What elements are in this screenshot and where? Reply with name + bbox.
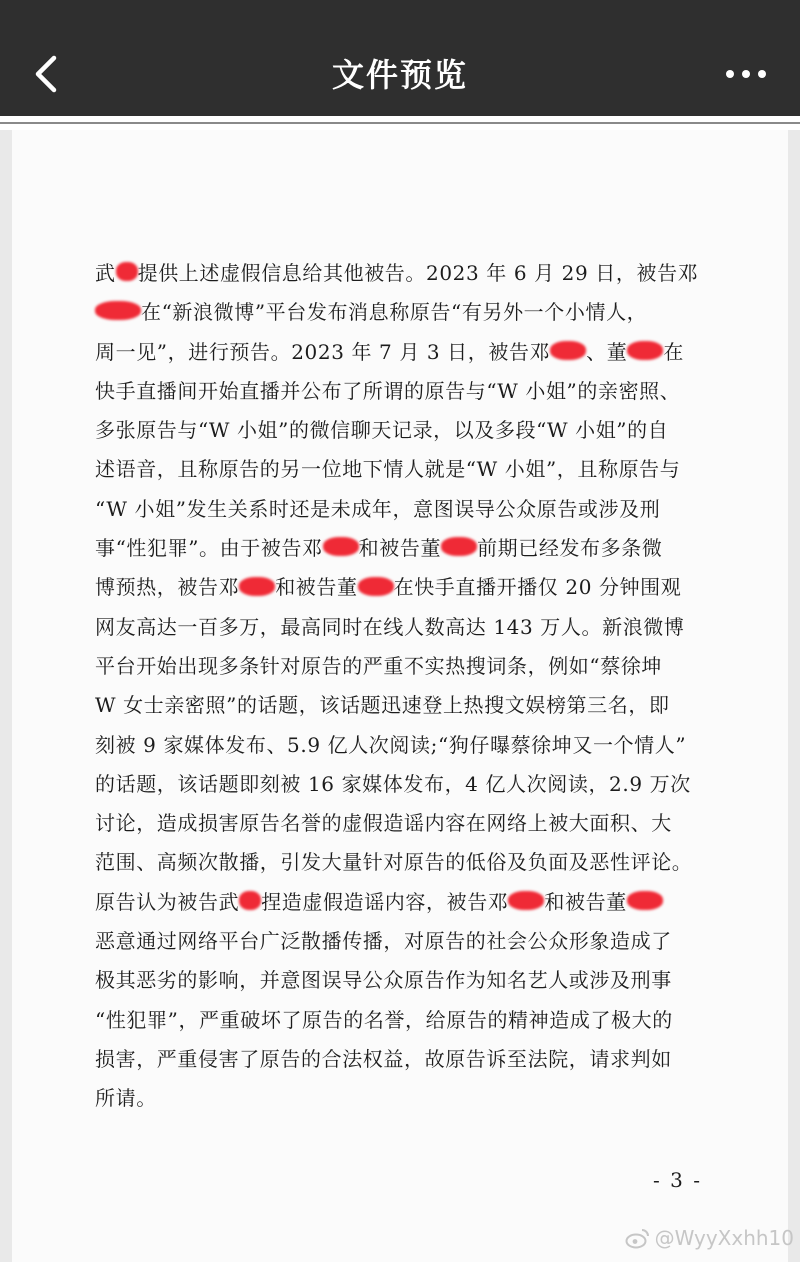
redaction-mark [95,301,141,320]
header-divider [0,116,800,130]
text-segment: 极其恶劣的影响，并意图误导公众原告作为知名艺人或涉及刑事 [95,968,672,993]
text-line [95,1040,717,1079]
text-segment: 在快手直播开播仅 20 分钟围观 [393,575,682,600]
text-line [95,843,717,882]
text-segment: 和被告董 [275,575,358,600]
redaction-mark [239,577,275,596]
text-segment: 的话题，该话题即刻被 16 家媒体发布，4 亿人次阅读，2.9 万次 [95,771,691,796]
page-number: - 3 - [653,1168,702,1192]
text-line [95,647,717,686]
redaction-mark [627,891,663,910]
text-segment: “W 小姐”发生关系时还是未成年，意图误导公众原告或涉及刑 [95,496,661,521]
text-line [95,568,717,607]
text-segment: 多张原告与“W 小姐”的微信聊天记录，以及多段“W 小姐”的自 [95,418,669,443]
text-segment: 在 [663,339,684,364]
text-segment: 讨论，造成损害原告名誉的虚假造谣内容在网络上被大面积、大 [95,811,672,836]
text-line [95,922,717,961]
top-bar [0,0,800,116]
text-line [95,254,717,293]
text-line [95,490,717,529]
redaction-mark [550,341,586,360]
text-segment: 捏造虚假造谣内容，被告邓 [261,889,509,914]
text-segment: 网友高达一百多万，最高同时在线人数高达 143 万人。新浪微博 [95,614,685,639]
text-segment: 和被告董 [544,889,627,914]
text-segment: 平台开始出现多条针对原告的严重不实热搜词条，例如“蔡徐坤 [95,653,663,678]
text-segment: 武 [95,261,116,285]
text-line [95,961,717,1000]
more-dots-icon [742,70,750,78]
text-segment: 范围、高频次散播，引发大量针对原告的低俗及负面及恶性评论。 [95,850,693,875]
redaction-mark [441,537,477,556]
text-segment: 、董 [586,339,628,364]
text-segment: 和被告董 [358,536,442,561]
text-line [95,450,717,489]
text-segment: 述语音，且称原告的另一位地下情人就是“W 小姐”，且称原告与 [95,457,681,482]
redaction-mark [239,891,261,910]
weibo-logo-icon [625,1227,651,1249]
document-body [95,254,717,1119]
text-line [95,333,717,372]
text-line [95,411,717,450]
redaction-mark [627,341,663,360]
redaction-mark [323,537,359,556]
text-segment: 所请。 [95,1086,157,1111]
text-line [95,608,717,647]
text-line [95,765,717,804]
text-line [95,883,717,922]
text-segment: 前期已经发布多条微 [477,536,663,561]
text-segment: 原告认为被告武 [95,889,240,914]
text-line [95,293,717,332]
text-line [95,686,717,725]
text-segment: 恶意通过网络平台广泛散播传播，对原告的社会公众形象造成了 [95,929,672,954]
text-segment: 提供上述虚假信息给其他被告。2023 年 6 月 29 日，被告邓 [137,261,699,285]
text-segment: 事“性犯罪”。由于被告邓 [95,536,323,561]
more-dots-icon [726,70,734,78]
text-segment: 快手直播间开始直播并公布了所谓的原告与“W 小姐”的亲密照、 [95,378,681,403]
redaction-mark [508,891,544,910]
text-segment: W 女士亲密照”的话题，该话题迅速登上热搜文娱榜第三名，即 [95,693,670,718]
document-page[interactable] [12,130,788,1262]
redaction-mark [116,262,138,281]
page-title: 文件预览 [331,56,468,94]
text-segment: 在“新浪微博”平台发布消息称原告“有另外一个小情人， [141,300,648,325]
more-dots-icon [758,70,766,78]
redaction-mark [358,577,394,596]
more-options-button[interactable] [716,54,776,94]
text-segment: 损害，严重侵害了原告的合法权益，故原告诉至法院，请求判如 [95,1046,672,1071]
text-segment: 博预热，被告邓 [95,575,240,600]
text-line [95,1079,717,1118]
text-segment: 刻被 9 家媒体发布、5.9 亿人次阅读;“狗仔曝蔡徐坤又一个情人” [95,732,687,757]
text-segment: “性犯罪”，严重破坏了原告的名誉，给原告的精神造成了极大的 [95,1007,673,1032]
text-line [95,1001,717,1040]
text-line [95,372,717,411]
text-line [95,529,717,568]
watermark-text: @WyyXxhh10 [654,1226,794,1250]
watermark [625,1226,794,1250]
text-segment: 周一见”，进行预告。2023 年 7 月 3 日，被告邓 [95,339,551,364]
text-line [95,804,717,843]
text-line [95,726,717,765]
